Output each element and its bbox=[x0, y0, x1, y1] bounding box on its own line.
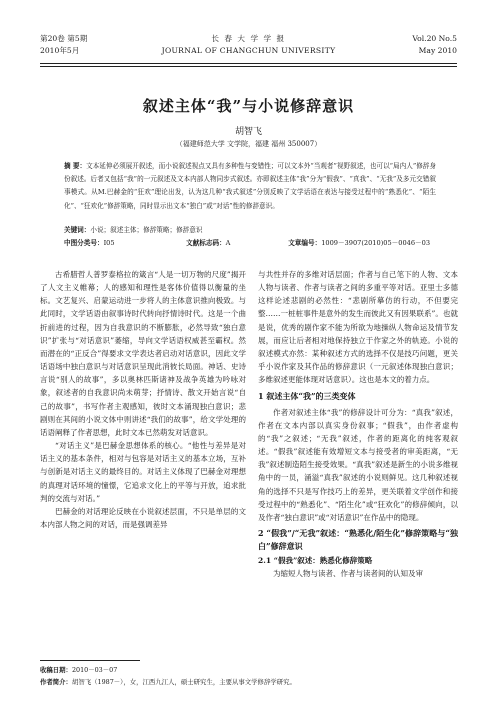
date-cn: 2010年5月 bbox=[40, 46, 80, 55]
author-bio: 胡智飞（1987－），女，江西九江人，硕士研究生，主要从事文学修辞学研究。 bbox=[71, 678, 296, 686]
section-1-heading: 1 叙述主体“我”的三类变体 bbox=[258, 391, 356, 402]
received-label: 收稿日期： bbox=[40, 666, 72, 674]
date-en: May 2010 bbox=[418, 46, 457, 55]
keywords-text: 小说；叙述主体；修辞策略；修辞意识 bbox=[90, 226, 203, 234]
article-no-label: 文章编号： bbox=[288, 239, 322, 247]
body-paragraph: “对话主义”是巴赫金思想体系的核心。“他性与差异是对话主义的基本条件，相对与包容是对话主义的基本立场，互补与创新是对话主义的最终目的。对话主义体现了巴赫金对理想的真理对话环境的憧憬，它追求文化上的平等与开放，追求批判的交流与对话。” bbox=[40, 441, 246, 503]
article-no: 1009－3907(2010)05－0046－03 bbox=[321, 239, 431, 247]
clc-code: I05 bbox=[103, 239, 115, 247]
header-rule-thin bbox=[40, 66, 457, 67]
right-column bbox=[258, 268, 458, 581]
received-date: 2010－03－07 bbox=[71, 666, 118, 674]
author-affiliation: （福建师范大学 文学院，福建 福州 350007） bbox=[175, 140, 322, 148]
abstract-label: 摘 要： bbox=[64, 162, 87, 170]
journal-name-cn: 长 春 大 学 学 报 bbox=[211, 34, 286, 43]
abstract bbox=[64, 160, 436, 213]
body-paragraph: 为缩短人物与读者、作者与读者间的认知及审 bbox=[273, 569, 423, 579]
journal-name-en: JOURNAL OF CHANGCHUN UNIVERSITY bbox=[161, 46, 336, 55]
volume-cn: 第20卷 第5期 bbox=[40, 34, 88, 43]
footnote bbox=[40, 664, 296, 688]
article-title: 叙述主体“我”与小说修辞意识 bbox=[142, 97, 355, 115]
section-2-heading: 2 “假我”/“无我”叙述：“熟悉化/陌生化”修辞策略与“独白”修辞意识 bbox=[258, 527, 458, 552]
classification-line bbox=[64, 237, 436, 247]
abstract-text: 文本延伸必须展开叙述，而小说叙述视点又具有多种性与变错性；可以文本外“当观者”视野叙述，也可以“局内人”修辞身份叙述。后者又包括“我”的一元叙述及文本内部人物同步式叙述。亦即叙述主体“我”分为“假我”、“真我”、“无我”及多元交错叙事模式。从M.巴赫金的“狂欢”理论出发，认为这几种“我式叙述”分别反映了文学话语在表达与接受过程中的“熟悉化”、“陌生化”、“狂欢化”修辞策略，同时显示出文本“独白”或“对话”性的修辞意识。 bbox=[64, 162, 437, 210]
body-paragraph: 与共性并存的多维对话层面；作者与自己笔下的人物、文本人物与读者、作者与读者之间的多重平等对话。亚里士多德这样论述悲剧的必然性：“悲剧所摹仿的行动，不但要完整……一桩桩事件是意外的发生而彼此又有因果联系”。也就是说，优秀的剧作家不能为所欲为地操纵人物命运及情节发展，而应让后者相对地保持独立于作家之外的轨迹。小说的叙述模式亦然：某种叙述方式的选择不仅是技巧问题，更关乎小说作家及其作品的修辞意识（一元叙述体现独白意识；多维叙述更能体现对话意识）。这也是本文的着力点。 bbox=[258, 270, 458, 385]
running-header bbox=[40, 33, 457, 65]
bio-label: 作者简介： bbox=[40, 678, 72, 686]
body-paragraph: 巴赫金的对话理论反映在小说叙述层面，不只是单层的文本内部人物之间的对话，而是强调差异 bbox=[40, 506, 246, 529]
author-name: 胡智飞 bbox=[234, 127, 262, 137]
keywords-label: 关键词： bbox=[64, 226, 91, 234]
body-paragraph: 古希腊哲人普罗泰格拉的箴言“人是一切万物的尺度”揭开了人文主义帷幕；人的感知和理性是客体价值得以衡量的坐标。文艺复兴、启蒙运动进一步将人的主体意识推向极致。与此同时，文学话语由叙事诗时代转向抒情诗时代。这是一个曲折前进的过程，因为自我意识的不断膨胀，必然导致“独白意识”扩张与“对话意识”萎缩，导向文学话语权威甚至霸权。然而潜在的“正反合”得要求文学表达者启动对话意识，因此文学话语场中独白意识与对话意识呈现此消彼长局面。神话、史诗言说“别人的故事”，多以奥林匹斯诸神及战争英雄为吟咏对象，叙述者的自我意识尚未萌芽；抒情诗、散文开始言说“自己的故事”，书写作者主观感知，彼时文本涌现独白意识；悲剧则在其间的小说文体中则讲述“我们的故事”，给文学处理的话语阐释了作者思想，此时文本已然萌发对话意识。 bbox=[40, 270, 246, 437]
footnote-rule bbox=[40, 660, 140, 661]
header-rule-thick bbox=[40, 63, 457, 64]
section-2-1-heading: 2.1 “假我”叙述：熟悉化修辞策略 bbox=[258, 556, 373, 566]
clc-label: 中图分类号： bbox=[64, 239, 104, 247]
doc-code-label: 文献标志码： bbox=[186, 239, 226, 247]
volume-en: Vol.20 No.5 bbox=[412, 34, 457, 43]
left-column bbox=[40, 268, 246, 531]
body-paragraph: 作者对叙述主体“我”的修辞设计可分为：“真我”叙述，作者在文本内部以真实身份叙事；“假我”，由作者虚构的“我”之叙述；“无我”叙述，作者的距离化的纯客观叙述。“假我”叙述能有效增短文本与接受者的审美距离，“无我”叙述制造陌生接受效果。“真我”叙述是新生的小说多维视角中的一员，涌溢“真我”叙述的小说则鲜见。这几种叙述视角的选择不只是写作技巧上的差异，更关联着文学创作和接受过程中的“熟悉化”、“陌生化”或“狂欢化”的修辞倾向，以及作者“独白意识”或“对话意识”在作品中的隐现。 bbox=[258, 407, 458, 522]
doc-code: A bbox=[225, 239, 231, 247]
keywords bbox=[64, 224, 202, 234]
